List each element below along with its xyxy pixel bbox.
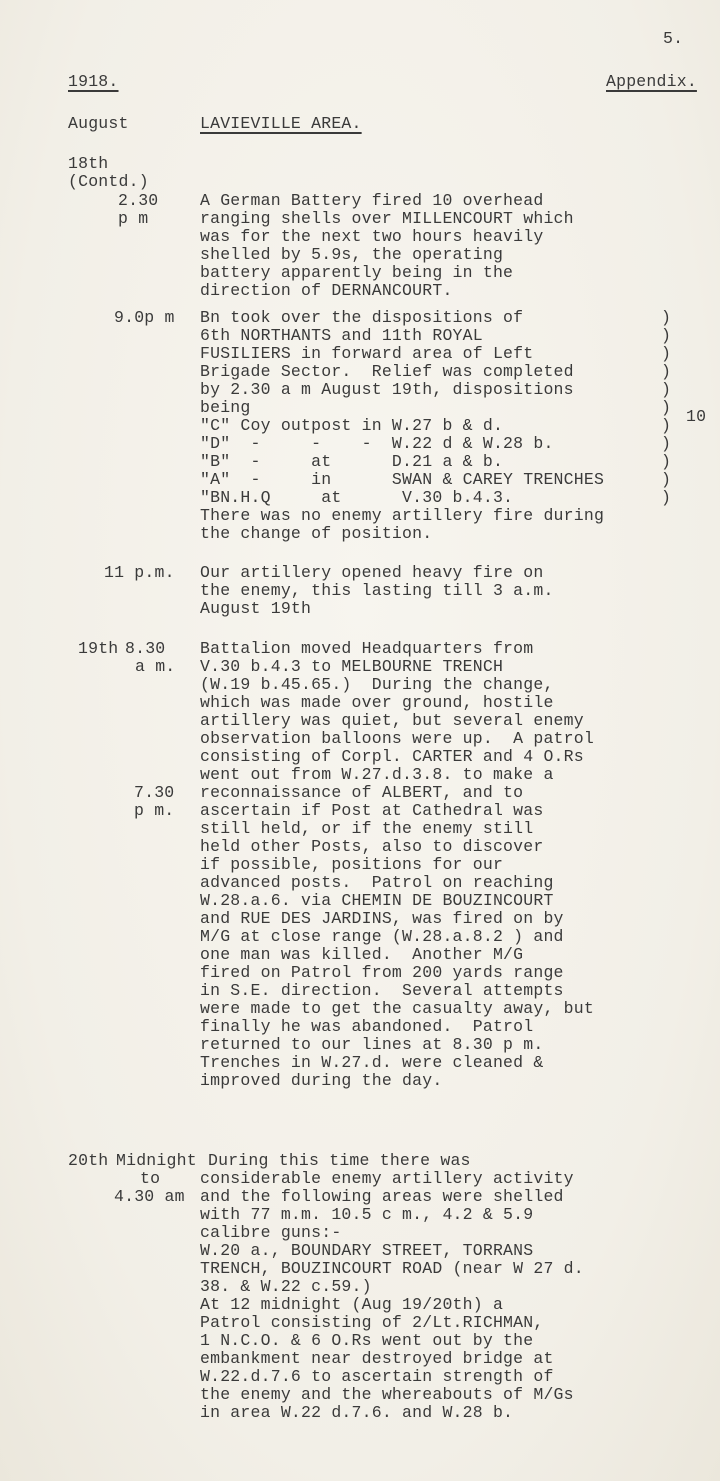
day-label-19th: 19th [78,639,119,658]
text-line: the enemy and the whereabouts of M/Gs [200,1385,574,1404]
text-line: At 12 midnight (Aug 19/20th) a [200,1295,504,1314]
appendix-heading: Appendix. [606,72,697,91]
text-line: artillery was quiet, but several enemy [200,711,584,730]
text-line: calibre guns:- [200,1223,342,1242]
time-label: 7.30 [134,783,175,802]
text-line: battery apparently being in the [200,263,514,282]
text-line: "B" - at D.21 a & b. [200,452,504,471]
text-line: one man was killed. Another M/G [200,945,524,964]
text-line: which was made over ground, hostile [200,693,554,712]
text-line: 1 N.C.O. & 6 O.Rs went out by the [200,1331,534,1350]
text-line: W.22.d.7.6 to ascertain strength of [200,1367,554,1386]
text-line: 6th NORTHANTS and 11th ROYAL [200,326,483,345]
time-label: 9.0p m [114,308,175,327]
text-line: advanced posts. Patrol on reaching [200,873,554,892]
document-page: 5. 1918. Appendix. August LAVIEVILLE AREA. 18th (Contd.) 2.30 p m A German Battery fired 10 overhead ranging shells over MILLENCOURT which was for the next two hours heavily shelled by 5.9s, the operating battery apparently being in the direction of DERNANCOURT. 9.0p m Bn took over the dispositions of 6th NORTHANTS and 11th ROYAL FUSILIERS in forward area of Left Brigade Sector. Relief was completed by 2.30 a m August 19th, dispositions being "C" Coy outpost in W.27 b & d. "D" - - - W.22 d & W.28 b. "B" - at D.21 a & b. "A" - in SWAN & CAREY TRENCHES "BN.H.Q at V.30 b.4.3. There was no enemy artillery fire during the change of position. ) ) ) ) ) ) ) ) ) ) ) 10 11 p.m. Our artillery opened heavy fire on the enemy, this lasting till 3 a.m. August 19th 19th 8.30 a m. Battalion moved Headquarters from V.30 b.4.3 to MELBOURNE TRENCH (W.19 b.45.65.) During the change, which was made over ground, hostile artillery was quiet, but several enemy observation balloons were up. A patrol consisting of Corpl. CARTER and 4 O.Rs went out from W.27.d.3.8. to make a 7.30 p m. reconnaissance of ALBERT, and to ascertain if Post at Cathedral was still held, or if the enemy still held other Posts, also to discover if possible, positions for our advanced posts. Patrol on reaching W.28.a.6. via CHEMIN DE BOUZINCOURT and RUE DES JARDINS, was fired on by M/G at close range (W.28.a.8.2 ) and one man was killed. Another M/G fired on Patrol from 200 yards range in S.E. direction. Several attempts were made to get the casualty away, but finally he was abandoned. Patrol returned to our lines at 8.30 p m. Trenches in W.27.d. were cleaned & improved during the day. 20th Midnight to 4.30 am During this time there was considerable enemy artillery activity and the following areas were shelled with 77 m.m. 10.5 c m., 4.2 & 5.9 calibre guns:- W.20 a., BOUNDARY STREET, TORRANS TRENCH, BOUZINCOURT ROAD (near W 27 d. 38. & W.22 c.59.) At 12 midnight (Aug 19/20th) a Patrol consisting of 2/Lt.RICHMAN, 1 N.C.O. & 6 O.Rs went out by the embankment near destroyed bridge at W.22.d.7.6 to ascertain strength of the enemy and the whereabouts of M/Gs in area W.22 d.7.6. and W.28 b. [0,0,720,1481]
time-label: a m. [135,657,176,676]
text-line: 38. & W.22 c.59.) [200,1277,372,1296]
text-line: During this time there was [208,1151,471,1170]
text-line: observation balloons were up. A patrol [200,729,594,748]
text-line: consisting of Corpl. CARTER and 4 O.Rs [200,747,584,766]
text-line: and the following areas were shelled [200,1187,564,1206]
time-label: p m. [134,801,175,820]
text-line: the change of position. [200,524,433,543]
time-label: Midnight [116,1151,197,1170]
text-line: M/G at close range (W.28.a.8.2 ) and [200,927,564,946]
text-line: improved during the day. [200,1071,443,1090]
text-line: by 2.30 a m August 19th, dispositions [200,380,574,399]
text-line: the enemy, this lasting till 3 a.m. [200,581,554,600]
text-line: in area W.22 d.7.6. and W.28 b. [200,1403,514,1422]
text-line: "BN.H.Q at V.30 b.4.3. [200,488,514,507]
text-line: direction of DERNANCOURT. [200,281,453,300]
text-line: W.20 a., BOUNDARY STREET, TORRANS [200,1241,534,1260]
text-line: returned to our lines at 8.30 p m. [200,1035,544,1054]
margin-note: 10 [686,407,707,426]
text-line: went out from W.27.d.3.8. to make a [200,765,554,784]
time-label: 11 p.m. [104,563,175,582]
text-line: if possible, positions for our [200,855,504,874]
text-line: ascertain if Post at Cathedral was [200,801,544,820]
text-line: August 19th [200,599,312,618]
text-line: Patrol consisting of 2/Lt.RICHMAN, [200,1313,544,1332]
text-line: "D" - - - W.22 d & W.28 b. [200,434,554,453]
area-title: LAVIEVILLE AREA. [200,114,362,133]
day-label-20th: 20th [68,1151,109,1170]
text-line: (W.19 b.45.65.) During the change, [200,675,554,694]
text-line: and RUE DES JARDINS, was fired on by [200,909,564,928]
time-label: to [140,1169,161,1188]
text-line: "C" Coy outpost in W.27 b & d. [200,416,504,435]
day-label-18th: 18th [68,154,109,173]
time-label: 8.30 [125,639,166,658]
text-line: reconnaissance of ALBERT, and to [200,783,524,802]
text-line: considerable enemy artillery activity [200,1169,574,1188]
month-label: August [68,114,129,133]
year-heading: 1918. [68,72,119,91]
text-line: Brigade Sector. Relief was completed [200,362,574,381]
text-line: fired on Patrol from 200 yards range [200,963,564,982]
text-line: Bn took over the dispositions of [200,308,524,327]
time-label: p m [118,209,149,228]
text-line: "A" - in SWAN & CAREY TRENCHES [200,470,605,489]
text-line: W.28.a.6. via CHEMIN DE BOUZINCOURT [200,891,554,910]
text-line: There was no enemy artillery fire during [200,506,605,525]
text-line: embankment near destroyed bridge at [200,1349,554,1368]
text-line: in S.E. direction. Several attempts [200,981,564,1000]
text-line: ranging shells over MILLENCOURT which [200,209,574,228]
text-line: finally he was abandoned. Patrol [200,1017,534,1036]
text-line: Battalion moved Headquarters from [200,639,534,658]
text-line: V.30 b.4.3 to MELBOURNE TRENCH [200,657,504,676]
text-line: A German Battery fired 10 overhead [200,191,544,210]
text-line: being [200,398,251,417]
day-note-contd: (Contd.) [68,172,149,191]
text-line: shelled by 5.9s, the operating [200,245,504,264]
text-line: Our artillery opened heavy fire on [200,563,544,582]
text-line: TRENCH, BOUZINCOURT ROAD (near W 27 d. [200,1259,584,1278]
text-line: Trenches in W.27.d. were cleaned & [200,1053,544,1072]
text-line: with 77 m.m. 10.5 c m., 4.2 & 5.9 [200,1205,534,1224]
text-line: held other Posts, also to discover [200,837,544,856]
text-line: was for the next two hours heavily [200,227,544,246]
page-number: 5. [663,29,684,48]
time-label: 2.30 [118,191,159,210]
time-label: 4.30 am [114,1187,185,1206]
text-line: still held, or if the enemy still [200,819,534,838]
text-line: were made to get the casualty away, but [200,999,594,1018]
text-line: FUSILIERS in forward area of Left [200,344,534,363]
